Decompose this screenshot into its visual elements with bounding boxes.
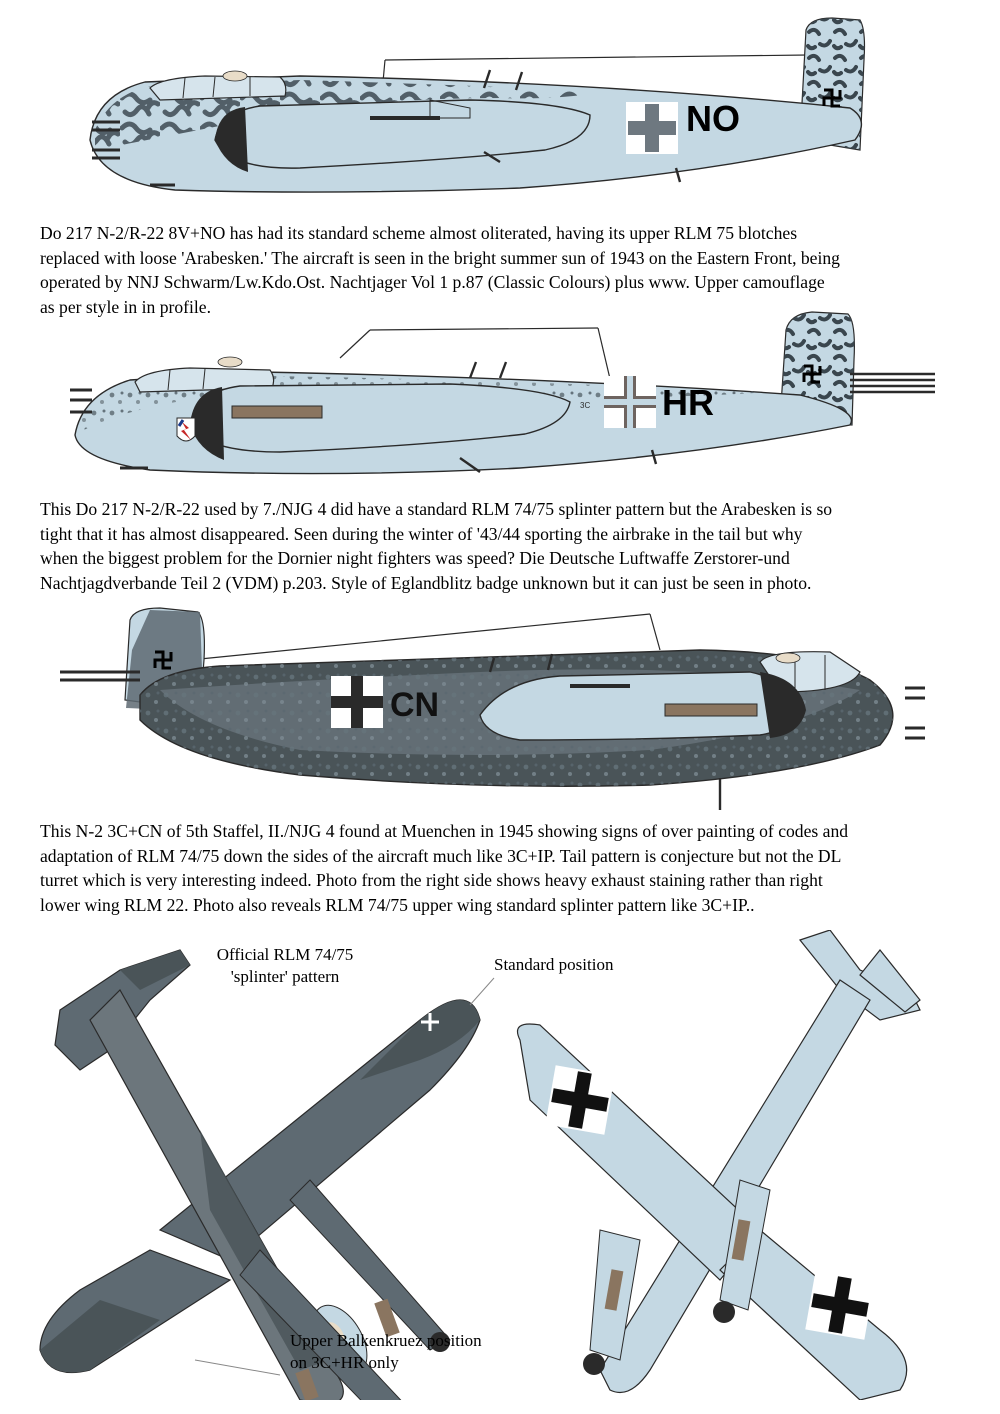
englandblitz-badge [177,418,195,441]
label-upper-balkenkreuz: Upper Balkenkruez position on 3C+HR only [290,1331,482,1372]
balkenkreuz [626,102,678,154]
caption-3c-hr: This Do 217 N-2/R-22 used by 7./NJG 4 did have a standard RLM 74/75 splinter pattern but the Arabesken is so tight that it has almost disappeared. Seen during the winter of '43/44 sporting the airbrake in the tail but why when the biggest problem for the Dornier night fighters was speed? Die Deutsche Luftwaffe Zerstorer-und Nachtjagdverbande Teil 2 (VDM) p.203. Style of Eglandblitz badge unknown but it can just be seen in photo. [40,499,833,593]
label-splinter-pattern: Official RLM 74/75 'splinter' pattern [216,945,354,986]
airbrake [850,374,935,392]
small-unit-code: 3C [580,401,591,410]
antenna-wire [383,55,808,82]
plan-view-lower-rlm76 [518,930,921,1400]
balkenkreuz [331,676,383,728]
canopy [150,76,286,100]
nose-guns [905,688,925,738]
fuselage-code: CN [390,686,440,724]
fuselage-code: HR [662,382,714,423]
fuselage-code: NO [686,98,740,139]
label-standard-position: Standard position [494,955,614,974]
balkenkreuz [604,376,656,428]
caption-8v-no: Do 217 N-2/R-22 8V+NO has had its standard scheme almost oliterated, having its upper RLM 75 blotches replaced with loose 'Arabesken.' The aircraft is seen in the bright summer sun of 1943 on the Eastern Front, being operated by NNJ Schwarm/Lw.Kdo.Ost. Nachtjager Vol 1 p.87 (Classic Colours) plus www. Upper camouflage as per style in in profile. [40,223,840,317]
caption-3c-cn: This N-2 3C+CN of 5th Staffel, II./NJG 4 found at Muenchen in 1945 showing signs of over painting of codes and adaptation of RLM 74/75 down the sides of the aircraft much like 3C+IP. Tail pattern is conjecture but not the DL turret which is very interesting indeed. Photo from the right side shows heavy exhaust staining rather than right lower wing RLM 22. Photo also reveals RLM 74/75 upper wing standard splinter pattern like 3C+IP.. [40,821,849,915]
